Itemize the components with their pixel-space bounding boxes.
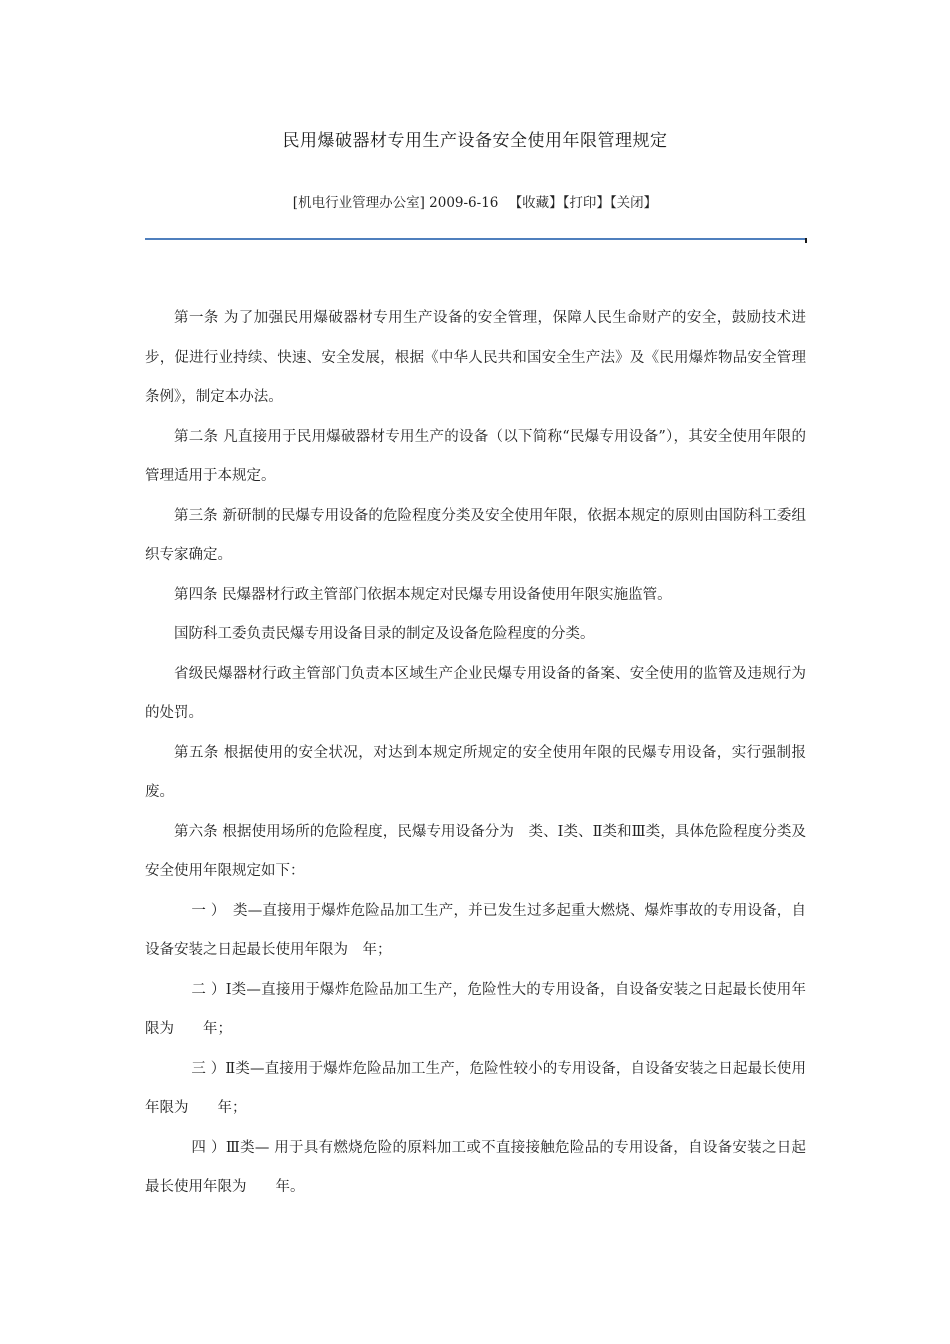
article-4: 第四条 民爆器材行政主管部门依据本规定对民爆专用设备使用年限实施监管。 bbox=[174, 586, 672, 603]
category-item-4: 四 ）Ⅲ类— 用于具有燃烧危险的原料加工或不直接接触危险品的专用设备，自设备安装之日起最长使用年限为 年。 bbox=[145, 1139, 806, 1195]
article-2: 第二条 凡直接用于民用爆破器材专用生产的设备（以下简称“民爆专用设备”），其安全使用年限的管理适用于本规定。 bbox=[145, 428, 806, 484]
header-divider bbox=[145, 238, 806, 240]
category-item-1: 一 ） 类—直接用于爆炸危险品加工生产，并已发生过多起重大燃烧、爆炸事故的专用设备，自设备安装之日起最长使用年限为 年； bbox=[145, 902, 806, 958]
category-item-3: 三 ）Ⅱ类—直接用于爆炸危险品加工生产，危险性较小的专用设备，自设备安装之日起最长使用年限为 年； bbox=[145, 1060, 806, 1116]
print-link[interactable]: 【打印】 bbox=[562, 195, 610, 211]
article-4-para-3: 省级民爆器材行政主管部门负责本区域生产企业民爆专用设备的备案、安全使用的监管及违规行为的处罚。 bbox=[145, 665, 806, 721]
article-4-para-2: 国防科工委负责民爆专用设备目录的制定及设备危险程度的分类。 bbox=[174, 626, 595, 642]
close-link[interactable]: 【关闭】 bbox=[609, 195, 658, 211]
article-3: 第三条 新研制的民爆专用设备的危险程度分类及安全使用年限，依据本规定的原则由国防科工委组织专家确定。 bbox=[145, 507, 806, 563]
article-1: 第一条 为了加强民用爆破器材专用生产设备的安全管理，保障人民生命财产的安全，鼓励技术进步，促进行业持续、快速、安全发展，根据《中华人民共和国安全生产法》及《民用爆炸物品安全管理条例》，制定本办法。 bbox=[145, 310, 806, 405]
article-meta bbox=[0, 191, 950, 211]
source-label: [机电行业管理办公室] bbox=[292, 195, 425, 211]
category-item-2: 二 ）Ⅰ类—直接用于爆炸危险品加工生产，危险性大的专用设备，自设备安装之日起最长使用年限为 年； bbox=[145, 981, 806, 1037]
publish-date: 2009-6-16 bbox=[429, 195, 499, 211]
favorite-link[interactable]: 【收藏】 bbox=[508, 195, 563, 211]
article-5: 第五条 根据使用的安全状况，对达到本规定所规定的安全使用年限的民爆专用设备，实行强制报废。 bbox=[145, 744, 806, 800]
article-body bbox=[145, 299, 806, 1208]
page-title: 民用爆破器材专用生产设备安全使用年限管理规定 bbox=[282, 131, 668, 151]
article-6: 第六条 根据使用场所的危险程度，民爆专用设备分为 类、Ⅰ类、Ⅱ类和Ⅲ类，具体危险程度分类及安全使用年限规定如下： bbox=[145, 823, 806, 879]
divider-end-mark bbox=[805, 238, 807, 243]
